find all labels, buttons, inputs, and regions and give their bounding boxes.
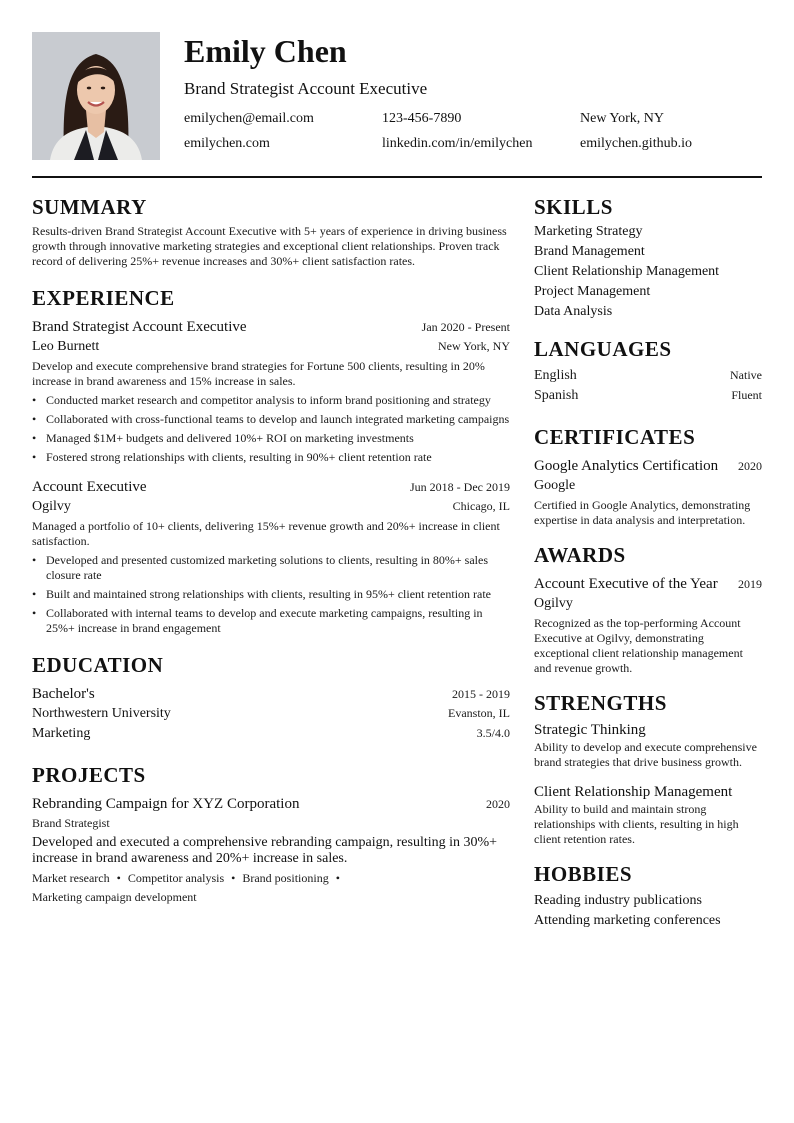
job-location: Chicago, IL [452, 499, 510, 513]
award-issuer: Ogilvy [534, 596, 573, 611]
skill-item: Marketing Strategy [534, 224, 643, 239]
award-description: Recognized as the top-performing Account Executive at Ogilvy, demonstrating exceptional client relationship management and revenue growth. [534, 616, 743, 675]
hobbies-section [534, 861, 762, 931]
strengths-heading: STRENGTHS [534, 691, 667, 715]
job-bullet: • Built and maintained strong relationships with clients, resulting in 95%+ client retention rate [32, 587, 510, 602]
education-section [32, 652, 510, 744]
job-description: Managed a portfolio of 10+ clients, delivering 15%+ revenue growth and 20%+ increase in client satisfaction. [32, 519, 500, 548]
award-name: Account Executive of the Year [534, 576, 718, 592]
languages-heading: LANGUAGES [534, 337, 672, 361]
job-company: Ogilvy [32, 499, 71, 514]
hobbies-heading: HOBBIES [534, 862, 633, 886]
resume-header [32, 32, 762, 178]
strength-description: Ability to build and maintain strong relationships with clients, resulting in high client retention rates. [534, 802, 739, 846]
education-field: Marketing [32, 726, 91, 741]
skill-item: Data Analysis [534, 304, 613, 319]
tag-separator: • [335, 871, 340, 885]
right-column [534, 194, 762, 931]
summary-heading: SUMMARY [32, 195, 147, 219]
languages-list [534, 366, 762, 406]
project-year: 2020 [486, 797, 510, 811]
tag-separator: • [116, 871, 121, 885]
strength-title: Strategic Thinking [534, 722, 646, 738]
summary-section [32, 194, 510, 269]
contact-grid [184, 108, 762, 154]
project-description: Developed and executed a comprehensive rebranding campaign, resulting in 30%+ increase in brand awareness and 20%+ increase in sales. [32, 835, 498, 866]
job-bullets [32, 393, 510, 465]
job-bullet: • Collaborated with internal teams to develop and execute marketing campaigns, resulting in 25%+ increase in brand engagement [32, 606, 510, 636]
contact-location: New York, NY [580, 111, 665, 126]
language-name: English [534, 368, 577, 383]
skill-item: Client Relationship Management [534, 264, 720, 279]
job-location: New York, NY [437, 339, 510, 353]
education-gpa: 3.5/4.0 [476, 726, 510, 740]
job-entry [32, 477, 510, 636]
strength-description: Ability to develop and execute comprehensive brand strategies that drive business growth. [534, 740, 757, 769]
strength-title: Client Relationship Management [534, 784, 733, 800]
project-tag: Competitor analysis [127, 871, 225, 885]
languages-section [534, 336, 762, 406]
strength-item [534, 720, 762, 770]
job-description: Develop and execute comprehensive brand strategies for Fortune 500 clients, resulting in 20% increase in brand awareness and 15% increase in sales. [32, 359, 485, 388]
awards-section [534, 542, 762, 676]
job-title: Account Executive [32, 479, 147, 495]
certificates-heading: CERTIFICATES [534, 425, 696, 449]
job-bullet: • Fostered strong relationships with clients, resulting in 90%+ client retention rate [32, 450, 510, 465]
profile-photo [32, 32, 160, 160]
certificate-year: 2020 [738, 459, 762, 473]
language-level: Native [730, 368, 762, 382]
contact-website[interactable]: emilychen.com [184, 136, 270, 151]
language-name: Spanish [534, 388, 579, 403]
hobby-item: Attending marketing conferences [534, 913, 721, 928]
projects-heading: PROJECTS [32, 763, 146, 787]
strength-item [534, 782, 762, 847]
summary-text: Results-driven Brand Strategist Account Executive with 5+ years of experience in driving business growth through innovative marketing strategies and exceptional client relationships. Proven track record of delivering 25%+ revenue increases and 30%+ client satisfaction rates. [32, 224, 507, 268]
contact-github[interactable]: emilychen.github.io [580, 136, 692, 151]
skills-section [534, 194, 762, 322]
skills-heading: SKILLS [534, 195, 613, 219]
contact-email[interactable]: emilychen@email.com [184, 111, 314, 126]
skill-item: Project Management [534, 284, 651, 299]
experience-section [32, 285, 510, 636]
job-title: Brand Strategist Account Executive [32, 319, 247, 335]
job-bullet: • Collaborated with cross-functional teams to develop and launch integrated marketing campaigns [32, 412, 510, 427]
education-degree: Bachelor's [32, 686, 95, 702]
certificate-description: Certified in Google Analytics, demonstrating expertise in data analysis and interpretation. [534, 498, 751, 527]
language-item [534, 366, 762, 386]
job-dates: Jan 2020 - Present [421, 320, 510, 334]
job-bullets [32, 553, 510, 636]
project-tags [32, 869, 510, 907]
candidate-title: Brand Strategist Account Executive [184, 79, 428, 98]
strengths-section [534, 690, 762, 847]
awards-heading: AWARDS [534, 543, 626, 567]
skill-item: Brand Management [534, 244, 645, 259]
job-dates: Jun 2018 - Dec 2019 [410, 480, 510, 494]
project-tag: Brand positioning [242, 871, 329, 885]
education-dates: 2015 - 2019 [452, 687, 510, 701]
tag-separator: • [231, 871, 236, 885]
header-divider [32, 176, 762, 178]
header-info [184, 32, 762, 154]
language-item [534, 386, 762, 406]
job-company: Leo Burnett [32, 339, 100, 354]
language-level: Fluent [731, 388, 762, 402]
project-tag: Market research [32, 871, 110, 885]
certificates-section [534, 424, 762, 528]
project-tag: Marketing campaign development [32, 890, 197, 904]
education-school: Northwestern University [32, 706, 171, 721]
project-title: Rebranding Campaign for XYZ Corporation [32, 796, 300, 812]
candidate-name: Emily Chen [184, 33, 347, 69]
contact-phone[interactable]: 123-456-7890 [382, 111, 462, 126]
job-bullet: • Managed $1M+ budgets and delivered 10%+ ROI on marketing investments [32, 431, 510, 446]
contact-linkedin[interactable]: linkedin.com/in/emilychen [382, 136, 533, 151]
hobby-item: Reading industry publications [534, 893, 702, 908]
left-column [32, 194, 510, 907]
experience-heading: EXPERIENCE [32, 286, 175, 310]
certificate-issuer: Google [534, 478, 576, 493]
certificate-name: Google Analytics Certification [534, 458, 719, 474]
award-year: 2019 [738, 577, 762, 591]
job-bullet: • Conducted market research and competitor analysis to inform brand positioning and strategy [32, 393, 510, 408]
resume-page [32, 32, 762, 928]
job-entry [32, 317, 510, 465]
skills-list [534, 222, 762, 322]
education-location: Evanston, IL [448, 706, 510, 720]
education-heading: EDUCATION [32, 653, 164, 677]
projects-section [32, 762, 510, 907]
project-role: Brand Strategist [32, 816, 110, 830]
job-bullet: • Developed and presented customized marketing solutions to clients, resulting in 80%+ sales closure rate [32, 553, 510, 583]
hobbies-list [534, 891, 762, 931]
